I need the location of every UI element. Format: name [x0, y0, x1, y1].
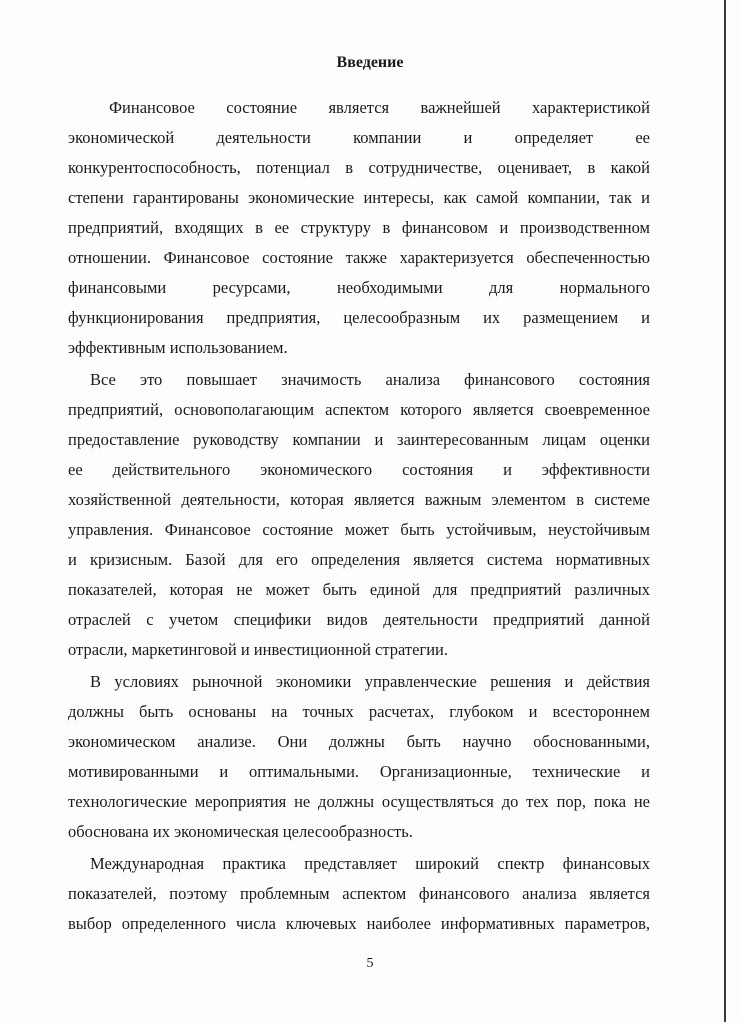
text-line: финансовыми ресурсами, необходимыми для нормального [68, 278, 650, 297]
text-line: выбор определенного числа ключевых наиболее информативных параметров, [68, 914, 650, 933]
text-line: функционирования предприятия, целесообразным их размещением и [68, 308, 650, 327]
page-number: 5 [366, 956, 374, 971]
text-line: предприятий, входящих в ее структуру в финансовом и производственном [68, 218, 650, 237]
text-line: экономическом анализе. Они должны быть научно обоснованными, [68, 732, 650, 751]
text-line: В условиях рыночной экономики управленческие решения и действия [90, 672, 650, 691]
text-line: показателей, поэтому проблемным аспектом финансового анализа является [68, 884, 650, 903]
text-line: ее действительного экономического состояния и эффективности [68, 460, 650, 479]
text-line: обоснована их экономическая целесообразность. [68, 822, 413, 841]
text-line: технологические мероприятия не должны осуществляться до тех пор, пока не [68, 792, 650, 811]
text-line: Международная практика представляет широкий спектр финансовых [90, 854, 650, 873]
text-line: конкурентоспособность, потенциал в сотрудничестве, оценивает, в какой [68, 158, 650, 177]
text-line: степени гарантированы экономические интересы, как самой компании, так и [68, 188, 650, 207]
text-line: показателей, которая не может быть единой для предприятий различных [68, 580, 650, 599]
text-line: отрасли, маркетинговой и инвестиционной стратегии. [68, 640, 448, 659]
text-line: отношении. Финансовое состояние также характеризуется обеспеченностью [68, 248, 650, 267]
text-line: Финансовое состояние является важнейшей характеристикой [109, 98, 650, 117]
text-line: управления. Финансовое состояние может быть устойчивым, неустойчивым [68, 520, 650, 539]
text-line: отраслей с учетом специфики видов деятельности предприятий данной [68, 610, 650, 629]
text-line: эффективным использованием. [68, 338, 288, 357]
text-line: мотивированными и оптимальными. Организационные, технические и [68, 762, 650, 781]
scan-edge-line [724, 0, 726, 1022]
text-line: Все это повышает значимость анализа финансового состояния [90, 370, 650, 389]
text-line: предприятий, основополагающим аспектом которого является своевременное [68, 400, 650, 419]
text-line: экономической деятельности компании и определяет ее [68, 128, 650, 147]
text-line: должны быть основаны на точных расчетах, глубоком и всестороннем [68, 702, 650, 721]
text-line: предоставление руководству компании и заинтересованным лицам оценки [68, 430, 650, 449]
section-heading: Введение [336, 54, 404, 71]
text-line: и кризисным. Базой для его определения является система нормативных [68, 550, 650, 569]
text-line: хозяйственной деятельности, которая является важным элементом в системе [68, 490, 650, 509]
